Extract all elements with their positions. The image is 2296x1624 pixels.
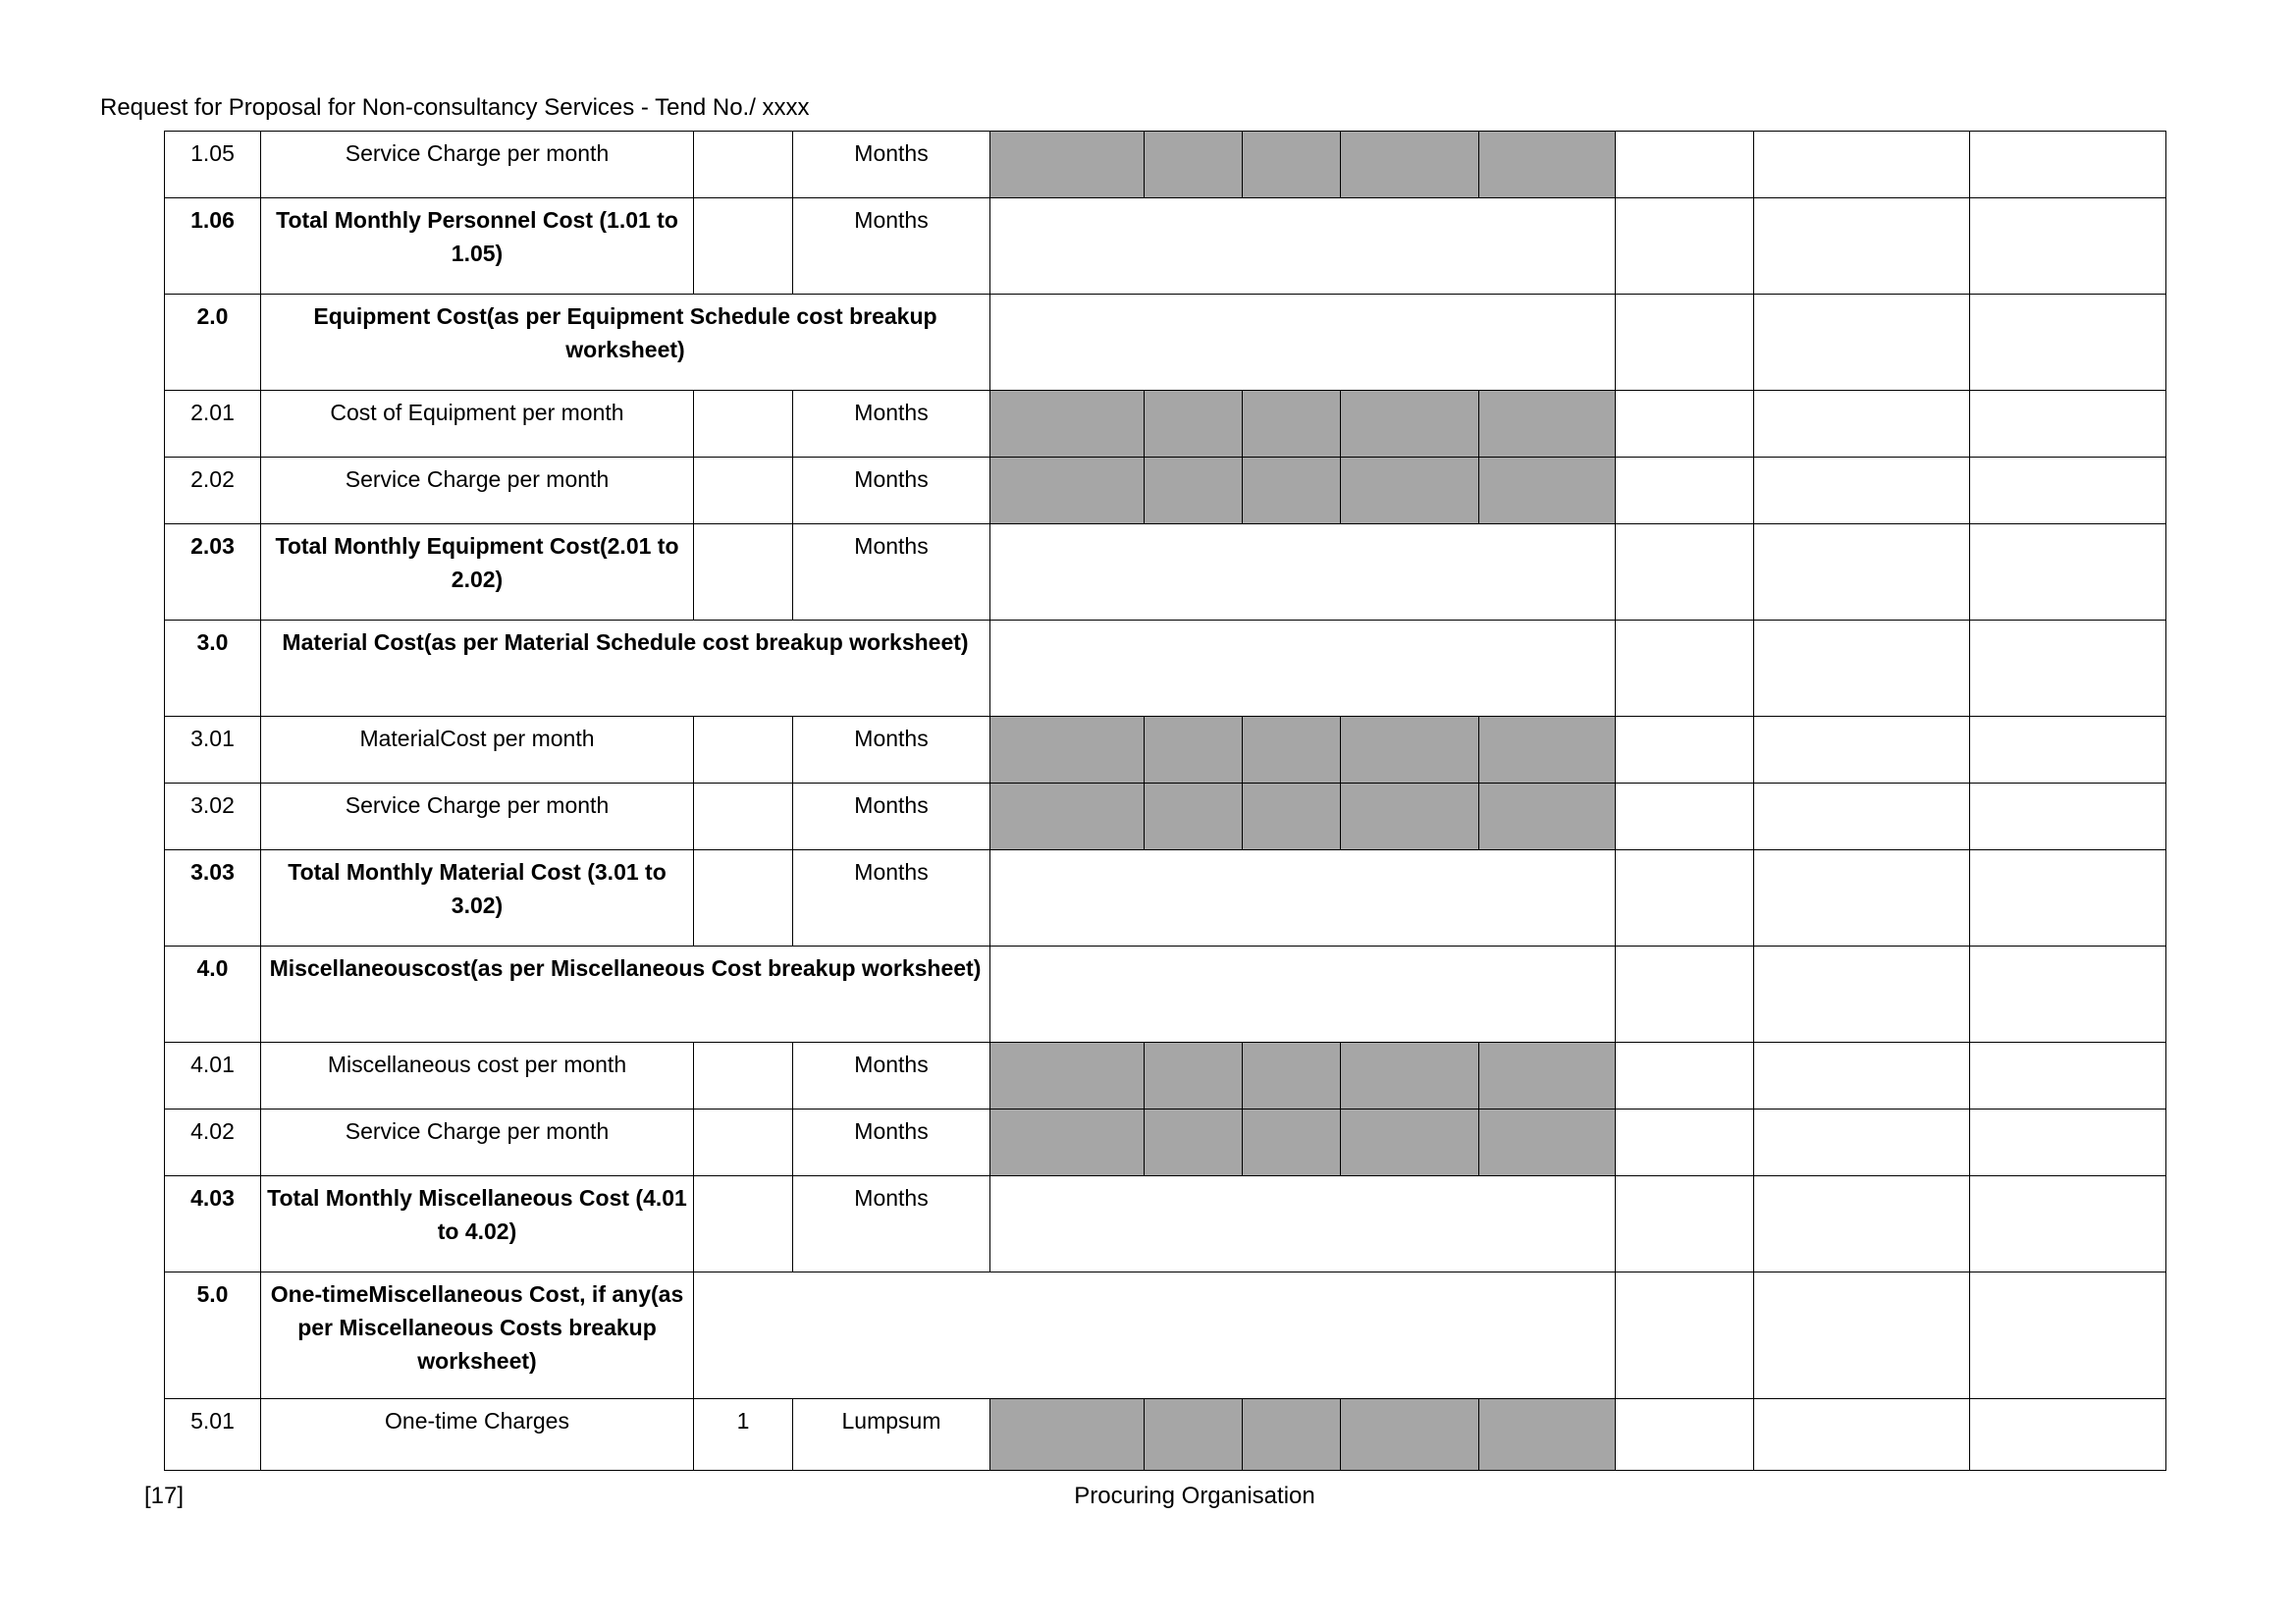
table-row [165, 850, 2166, 947]
cell-empty [1754, 1110, 1970, 1176]
shaded-input-cell [1341, 1043, 1479, 1110]
table-row [165, 1176, 2166, 1272]
cell-qty [694, 524, 793, 621]
cell-unit: Months [793, 458, 990, 524]
cell-empty [1754, 458, 1970, 524]
shaded-input-cell [1243, 717, 1341, 784]
cell-description: Cost of Equipment per month [261, 391, 694, 458]
cell-empty [1616, 1399, 1754, 1471]
shaded-input-cell [1341, 784, 1479, 850]
shaded-input-cell [1145, 717, 1243, 784]
cell-empty [1616, 1043, 1754, 1110]
cell-qty: 1 [694, 1399, 793, 1471]
table-row [165, 295, 2166, 391]
cell-empty [1970, 717, 2166, 784]
cell-unit: Months [793, 198, 990, 295]
cell-qty [694, 1043, 793, 1110]
cell-merged-blank [990, 850, 1616, 947]
cell-description: Service Charge per month [261, 458, 694, 524]
cell-section-title: One-timeMiscellaneous Cost, if any(as per Miscellaneous Costs breakup worksheet) [261, 1272, 694, 1399]
cell-description: MaterialCost per month [261, 717, 694, 784]
cell-merged-blank [990, 1176, 1616, 1272]
cell-unit: Months [793, 717, 990, 784]
cell-description: Service Charge per month [261, 1110, 694, 1176]
cell-empty [1754, 295, 1970, 391]
cell-empty [1970, 850, 2166, 947]
cell-item: 3.03 [165, 850, 261, 947]
shaded-input-cell [1145, 391, 1243, 458]
cell-empty [1754, 132, 1970, 198]
shaded-input-cell [1479, 784, 1616, 850]
cell-empty [1616, 850, 1754, 947]
cell-empty [1616, 947, 1754, 1043]
shaded-input-cell [1145, 1110, 1243, 1176]
cell-description: Total Monthly Personnel Cost (1.01 to 1.05) [261, 198, 694, 295]
shaded-input-cell [990, 1043, 1145, 1110]
cell-empty [1970, 1399, 2166, 1471]
cell-empty [1754, 1272, 1970, 1399]
cell-empty [1970, 1110, 2166, 1176]
cell-item: 4.03 [165, 1176, 261, 1272]
cell-description: Total Monthly Equipment Cost(2.01 to 2.02) [261, 524, 694, 621]
shaded-input-cell [990, 1110, 1145, 1176]
cell-item: 3.0 [165, 621, 261, 717]
cell-unit: Months [793, 391, 990, 458]
shaded-input-cell [1341, 717, 1479, 784]
cell-empty [1754, 1043, 1970, 1110]
shaded-input-cell [1479, 391, 1616, 458]
cell-item: 4.0 [165, 947, 261, 1043]
cell-description: One-time Charges [261, 1399, 694, 1471]
cell-unit: Months [793, 132, 990, 198]
cell-item: 2.0 [165, 295, 261, 391]
table-row [165, 621, 2166, 717]
cell-unit: Months [793, 1110, 990, 1176]
cell-empty [1970, 621, 2166, 717]
cell-qty [694, 391, 793, 458]
cell-empty [1970, 391, 2166, 458]
cost-table [164, 131, 2166, 1471]
shaded-input-cell [1341, 132, 1479, 198]
shaded-input-cell [1145, 1043, 1243, 1110]
page-title: Request for Proposal for Non-consultancy Services - Tend No./ xxxx [100, 94, 810, 121]
cell-empty [1616, 391, 1754, 458]
shaded-input-cell [1479, 1399, 1616, 1471]
cell-empty [1754, 850, 1970, 947]
shaded-input-cell [1145, 784, 1243, 850]
cell-merged-blank [694, 1272, 1616, 1399]
cell-empty [1970, 132, 2166, 198]
table-row [165, 717, 2166, 784]
cell-empty [1616, 295, 1754, 391]
shaded-input-cell [1479, 458, 1616, 524]
cell-item: 5.01 [165, 1399, 261, 1471]
shaded-input-cell [1145, 458, 1243, 524]
cell-empty [1616, 132, 1754, 198]
cell-item: 3.02 [165, 784, 261, 850]
shaded-input-cell [1145, 132, 1243, 198]
table-row [165, 1043, 2166, 1110]
cell-item: 1.06 [165, 198, 261, 295]
table-row [165, 1272, 2166, 1399]
shaded-input-cell [1341, 391, 1479, 458]
cell-empty [1616, 1176, 1754, 1272]
cell-item: 2.01 [165, 391, 261, 458]
shaded-input-cell [1479, 1110, 1616, 1176]
shaded-input-cell [1341, 1110, 1479, 1176]
table-row [165, 458, 2166, 524]
shaded-input-cell [1243, 132, 1341, 198]
cell-empty [1754, 198, 1970, 295]
cell-empty [1970, 1176, 2166, 1272]
shaded-input-cell [1243, 1043, 1341, 1110]
cell-description: Total Monthly Material Cost (3.01 to 3.02) [261, 850, 694, 947]
shaded-input-cell [1243, 1399, 1341, 1471]
cell-qty [694, 198, 793, 295]
shaded-input-cell [1479, 1043, 1616, 1110]
cell-unit: Months [793, 524, 990, 621]
cell-item: 3.01 [165, 717, 261, 784]
cell-item: 2.02 [165, 458, 261, 524]
cell-description: Miscellaneous cost per month [261, 1043, 694, 1110]
cell-item: 1.05 [165, 132, 261, 198]
cell-empty [1754, 621, 1970, 717]
cell-description: Total Monthly Miscellaneous Cost (4.01 to 4.02) [261, 1176, 694, 1272]
cell-empty [1970, 458, 2166, 524]
cell-empty [1754, 391, 1970, 458]
table-row [165, 132, 2166, 198]
shaded-input-cell [1243, 1110, 1341, 1176]
cell-qty [694, 458, 793, 524]
shaded-input-cell [990, 717, 1145, 784]
page-number: [17] [144, 1483, 185, 1509]
cell-empty [1616, 524, 1754, 621]
cell-unit: Months [793, 1043, 990, 1110]
cell-merged-blank [990, 295, 1616, 391]
cell-empty [1970, 198, 2166, 295]
cell-unit: Months [793, 850, 990, 947]
shaded-input-cell [1145, 1399, 1243, 1471]
cell-merged-blank [990, 198, 1616, 295]
cell-qty [694, 717, 793, 784]
cell-qty [694, 850, 793, 947]
cell-empty [1970, 947, 2166, 1043]
table-row [165, 947, 2166, 1043]
shaded-input-cell [1479, 717, 1616, 784]
cell-unit: Lumpsum [793, 1399, 990, 1471]
shaded-input-cell [1243, 458, 1341, 524]
table-row [165, 524, 2166, 621]
table-row [165, 1399, 2166, 1471]
table-row [165, 784, 2166, 850]
cell-description: Service Charge per month [261, 784, 694, 850]
cell-empty [1616, 198, 1754, 295]
shaded-input-cell [1243, 784, 1341, 850]
cell-empty [1616, 784, 1754, 850]
cell-section-title: Material Cost(as per Material Schedule cost breakup worksheet) [261, 621, 990, 717]
cell-item: 4.02 [165, 1110, 261, 1176]
cell-item: 4.01 [165, 1043, 261, 1110]
cell-empty [1970, 1272, 2166, 1399]
table-row [165, 391, 2166, 458]
cell-description: Service Charge per month [261, 132, 694, 198]
cell-empty [1754, 717, 1970, 784]
cell-empty [1970, 524, 2166, 621]
shaded-input-cell [1243, 391, 1341, 458]
cell-empty [1616, 458, 1754, 524]
cell-qty [694, 132, 793, 198]
shaded-input-cell [990, 391, 1145, 458]
shaded-input-cell [990, 784, 1145, 850]
shaded-input-cell [990, 458, 1145, 524]
cell-qty [694, 1110, 793, 1176]
shaded-input-cell [990, 1399, 1145, 1471]
cell-empty [1754, 947, 1970, 1043]
table-row [165, 1110, 2166, 1176]
cell-empty [1754, 1399, 1970, 1471]
cell-empty [1970, 1043, 2166, 1110]
cell-section-title: Equipment Cost(as per Equipment Schedule cost breakup worksheet) [261, 295, 990, 391]
cell-empty [1754, 784, 1970, 850]
footer-organisation-label: Procuring Organisation [1074, 1483, 1315, 1509]
cell-empty [1970, 295, 2166, 391]
cell-merged-blank [990, 621, 1616, 717]
cell-empty [1970, 784, 2166, 850]
cell-empty [1616, 1272, 1754, 1399]
cell-qty [694, 784, 793, 850]
cell-empty [1754, 524, 1970, 621]
shaded-input-cell [1341, 458, 1479, 524]
cell-empty [1616, 621, 1754, 717]
cell-qty [694, 1176, 793, 1272]
shaded-input-cell [1341, 1399, 1479, 1471]
shaded-input-cell [1479, 132, 1616, 198]
shaded-input-cell [990, 132, 1145, 198]
cell-empty [1616, 717, 1754, 784]
cell-merged-blank [990, 524, 1616, 621]
cell-unit: Months [793, 1176, 990, 1272]
cell-empty [1754, 1176, 1970, 1272]
cell-section-title: Miscellaneouscost(as per Miscellaneous Cost breakup worksheet) [261, 947, 990, 1043]
table-row [165, 198, 2166, 295]
cell-item: 2.03 [165, 524, 261, 621]
cell-item: 5.0 [165, 1272, 261, 1399]
cell-empty [1616, 1110, 1754, 1176]
cell-unit: Months [793, 784, 990, 850]
cell-merged-blank [990, 947, 1616, 1043]
